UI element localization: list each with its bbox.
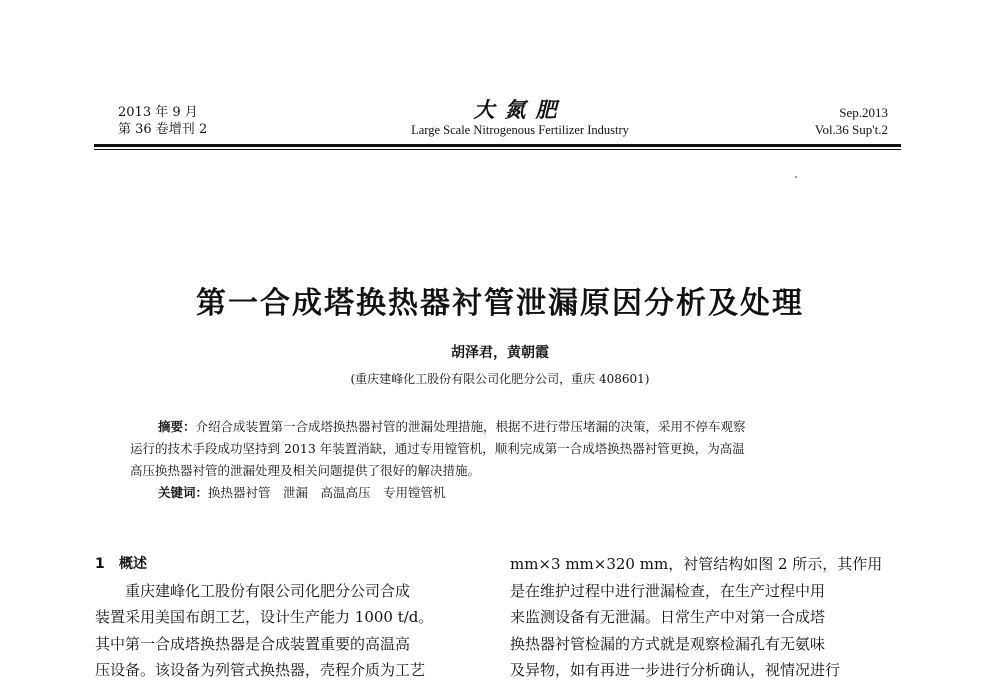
- issue-date-en: Sep.2013: [839, 105, 888, 120]
- article-authors: 胡泽君，黄朝霞: [451, 345, 549, 361]
- body-line: 压设备。该设备为列管式换热器，壳程介质为工艺: [95, 661, 426, 679]
- abstract-line-2: 运行的技术手段成功坚持到 2013 年装置消缺，通过专用镗管机，顺利完成第一合成塔换热器衬管更换，为高温: [130, 441, 745, 456]
- body-line: 换热器衬管检漏的方式就是观察检漏孔有无氨味: [510, 634, 826, 653]
- body-line: 装置采用美国布朗工艺，设计生产能力 1000 t/d。: [95, 608, 434, 626]
- issue-date: 2013 年 9 月: [118, 105, 198, 120]
- issue-volume: 第 36 卷增刊 2: [118, 122, 208, 137]
- journal-name: [340, 98, 700, 138]
- body-line: 来监测设备有无泄漏。日常生产中对第一合成塔: [510, 608, 826, 626]
- scan-speck: [795, 176, 797, 178]
- header-rule-thick: [94, 144, 901, 147]
- issue-info-en: [815, 104, 888, 138]
- issue-info: [118, 104, 207, 138]
- section-number: 1: [95, 556, 105, 572]
- journal-logo: 大氮肥: [473, 97, 567, 122]
- article-affiliation: (重庆建峰化工股份有限公司化肥分公司，重庆 408601): [350, 372, 650, 386]
- keywords-label: 关键词：: [158, 485, 209, 500]
- body-line: mm×3 mm×320 mm，衬管结构如图 2 所示，其作用: [510, 555, 883, 573]
- body-line: 重庆建峰化工股份有限公司化肥分公司合成: [125, 581, 411, 600]
- issue-volume-en: Vol.36 Sup't.2: [814, 122, 888, 137]
- body-line: 是在维护过程中进行泄漏检查，在生产过程中用: [510, 581, 826, 600]
- section-heading: [95, 551, 475, 578]
- body-left-column: [95, 551, 475, 684]
- body-line: 及异物，如有再进一步进行分析确认，视情况进行: [510, 661, 841, 679]
- keywords-text: 换热器衬管 泄漏 高温高压 专用镗管机: [208, 485, 446, 500]
- header-rule-thin: [94, 149, 901, 150]
- abstract-label: 摘要：: [158, 419, 196, 434]
- journal-english-name: Large Scale Nitrogenous Fertilizer Industry: [411, 123, 629, 137]
- abstract-text-1: 介绍合成装置第一合成塔换热器衬管的泄漏处理措施，根据不进行带压堵漏的决策，采用不停车观察: [195, 419, 746, 434]
- abstract: [130, 416, 870, 504]
- article-title: 第一合成塔换热器衬管泄漏原因分析及处理: [196, 286, 804, 321]
- keywords: [158, 482, 870, 504]
- body-line: 其中第一合成塔换热器是合成装置重要的高温高: [95, 634, 411, 653]
- abstract-line-3: 高压换热器衬管的泄漏处理及相关问题提供了很好的解决措施。: [130, 463, 481, 478]
- abstract-line-1: [130, 416, 870, 438]
- body-right-column: [510, 551, 890, 684]
- section-title: 概述: [119, 556, 147, 572]
